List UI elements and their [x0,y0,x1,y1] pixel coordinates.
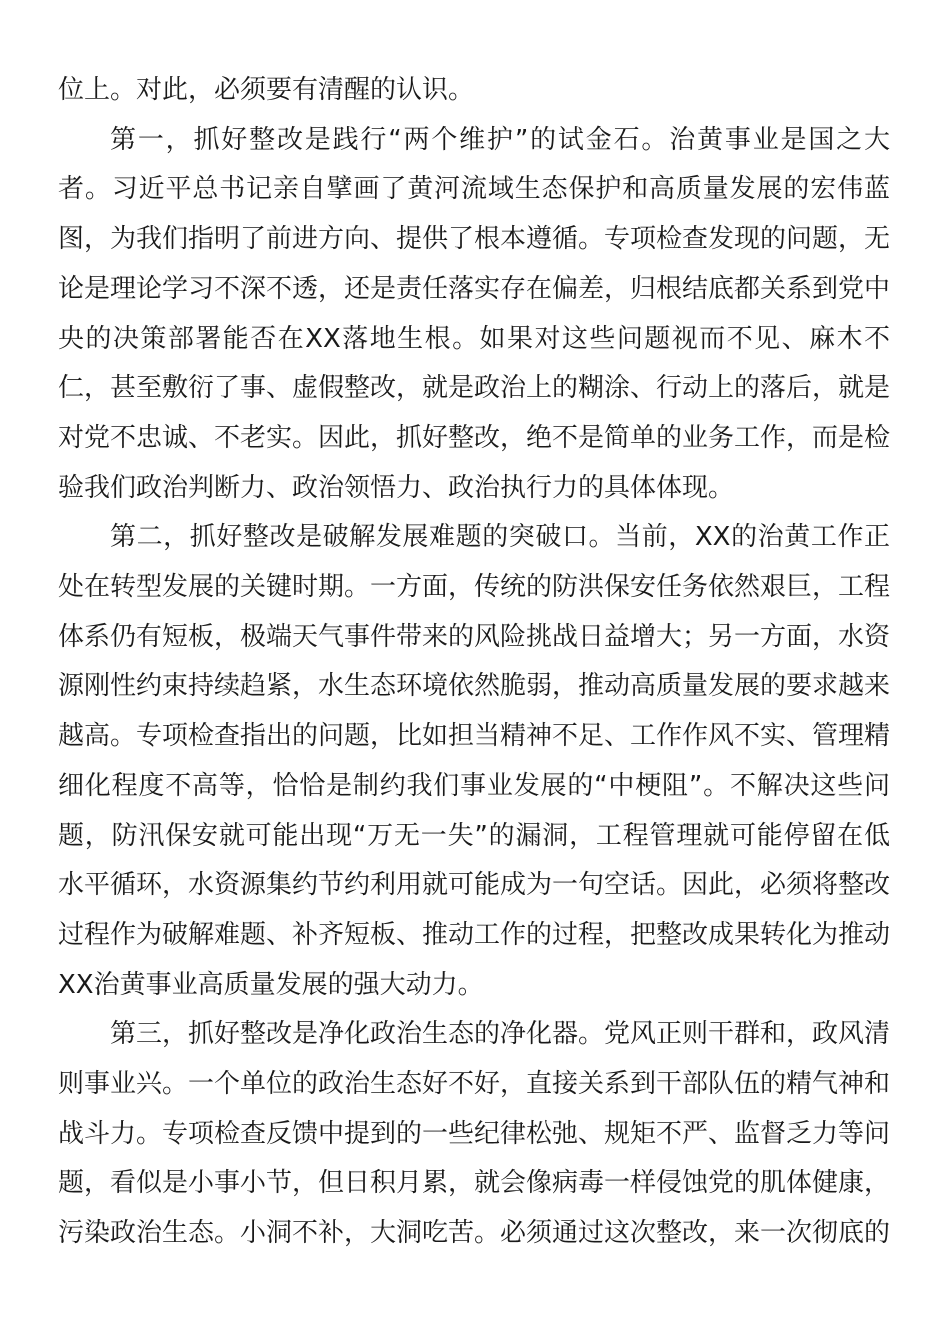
paragraph-first-point: 第一，抓好整改是践行“两个维护”的试金石。治黄事业是国之大者。习近平总书记亲自擘画了黄河流域生态保护和高质量发展的宏伟蓝图，为我们指明了前进方向、提供了根本遵循。专项检查发现的问题，无论是理论学习不深不透，还是责任落实存在偏差，归根结底都关系到党中央的决策部署能否在XX落地生根。如果对这些问题视而不见、麻木不仁，甚至敷衍了事、虚假整改，就是政治上的糊涂、行动上的落后，就是对党不忠诚、不老实。因此，抓好整改，绝不是简单的业务工作，而是检验我们政治判断力、政治领悟力、政治执行力的具体体现。 [58,124,891,503]
paragraph-second-point: 第二，抓好整改是破解发展难题的突破口。当前，XX的治黄工作正处在转型发展的关键时期。一方面，传统的防洪保安任务依然艰巨，工程体系仍有短板，极端天气事件带来的风险挑战日益增大；另一方面，水资源刚性约束持续趋紧，水生态环境依然脆弱，推动高质量发展的要求越来越高。专项检查指出的问题，比如担当精神不足、工作作风不实、管理精细化程度不高等，恰恰是制约我们事业发展的“中梗阻”。不解决这些问题，防汛保安就可能出现“万无一失”的漏洞，工程管理就可能停留在低水平循环，水资源集约节约利用就可能成为一句空话。因此，必须将整改过程作为破解难题、补齐短板、推动工作的过程，把整改成果转化为推动XX治黄事业高质量发展的强大动力。 [58,522,891,1000]
paragraph-third-point: 第三，抓好整改是净化政治生态的净化器。党风正则干群和，政风清则事业兴。一个单位的政治生态好不好，直接关系到干部队伍的精气神和战斗力。专项检查反馈中提到的一些纪律松弛、规矩不严、监督乏力等问题，看似是小事小节，但日积月累，就会像病毒一样侵蚀党的肌体健康，污染政治生态。小洞不补，大洞吃苦。必须通过这次整改，来一次彻底的 [58,1019,891,1249]
paragraph-continuation: 位上。对此，必须要有清醒的认识。 [58,75,475,105]
document-body [58,66,890,1259]
